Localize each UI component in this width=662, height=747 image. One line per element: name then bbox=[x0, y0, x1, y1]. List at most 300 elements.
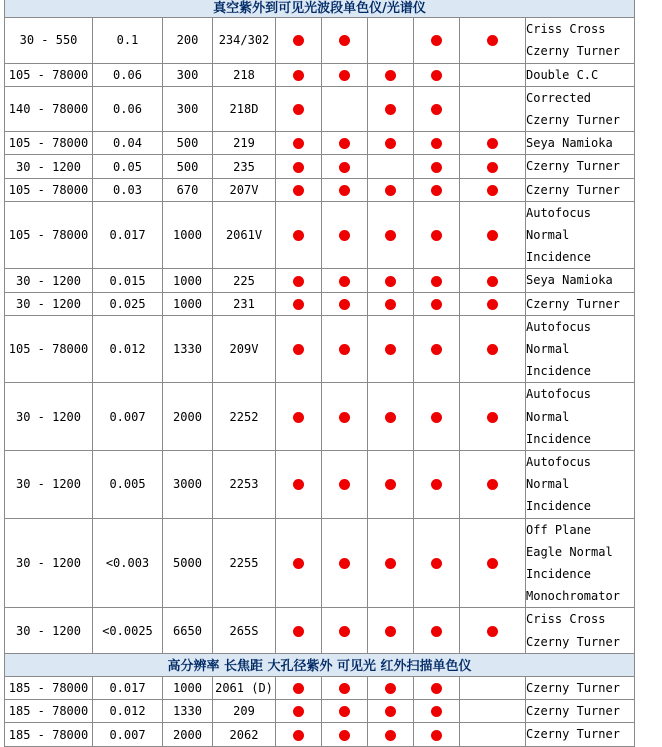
band-cell bbox=[368, 18, 414, 63]
table-row bbox=[5, 292, 635, 315]
table-row bbox=[5, 155, 635, 178]
band-cell bbox=[414, 18, 460, 63]
availability-dot-icon bbox=[339, 299, 350, 310]
focal-length-cell: 1000 bbox=[163, 201, 213, 269]
band-cell bbox=[322, 608, 368, 653]
range-cell: 140 - 78000 bbox=[5, 86, 93, 131]
availability-dot-icon bbox=[293, 730, 304, 741]
band-cell bbox=[414, 451, 460, 519]
range-cell: 185 - 78000 bbox=[5, 700, 93, 723]
table-body bbox=[5, 0, 635, 746]
table-row bbox=[5, 451, 635, 519]
range-cell: 185 - 78000 bbox=[5, 677, 93, 700]
band-cell bbox=[276, 292, 322, 315]
range-cell: 30 - 1200 bbox=[5, 292, 93, 315]
focal-length-cell: 2000 bbox=[163, 723, 213, 746]
model-cell: 265S bbox=[213, 608, 276, 653]
type-line: Czerny Turner bbox=[526, 182, 620, 197]
table-row bbox=[5, 132, 635, 155]
availability-dot-icon bbox=[431, 299, 442, 310]
model-cell: 209V bbox=[213, 315, 276, 383]
band-cell bbox=[460, 155, 526, 178]
band-cell bbox=[460, 451, 526, 519]
availability-dot-icon bbox=[385, 558, 396, 569]
resolution-cell: 0.017 bbox=[93, 201, 163, 269]
band-cell bbox=[368, 86, 414, 131]
availability-dot-icon bbox=[385, 626, 396, 637]
band-cell bbox=[322, 269, 368, 292]
availability-dot-icon bbox=[339, 344, 350, 355]
band-cell bbox=[414, 132, 460, 155]
type-cell bbox=[526, 723, 635, 746]
focal-length-cell: 500 bbox=[163, 155, 213, 178]
band-cell bbox=[322, 700, 368, 723]
band-cell bbox=[276, 86, 322, 131]
focal-length-cell: 1000 bbox=[163, 292, 213, 315]
band-cell bbox=[368, 292, 414, 315]
band-cell bbox=[276, 132, 322, 155]
availability-dot-icon bbox=[431, 479, 442, 490]
availability-dot-icon bbox=[293, 683, 304, 694]
model-cell: 218 bbox=[213, 63, 276, 86]
band-cell bbox=[322, 518, 368, 608]
availability-dot-icon bbox=[385, 706, 396, 717]
range-cell: 30 - 1200 bbox=[5, 155, 93, 178]
type-line: Corrected bbox=[526, 90, 592, 105]
band-cell bbox=[322, 315, 368, 383]
availability-dot-icon bbox=[339, 185, 350, 196]
resolution-cell: 0.06 bbox=[93, 86, 163, 131]
availability-dot-icon bbox=[487, 276, 498, 287]
band-cell bbox=[276, 518, 322, 608]
availability-dot-icon bbox=[431, 138, 442, 149]
band-cell bbox=[414, 383, 460, 451]
availability-dot-icon bbox=[293, 412, 304, 423]
availability-dot-icon bbox=[385, 70, 396, 81]
model-cell: 2062 bbox=[213, 723, 276, 746]
band-cell bbox=[460, 201, 526, 269]
model-cell: 231 bbox=[213, 292, 276, 315]
availability-dot-icon bbox=[293, 230, 304, 241]
focal-length-cell: 670 bbox=[163, 178, 213, 201]
band-cell bbox=[460, 132, 526, 155]
type-line: Off Plane bbox=[526, 522, 592, 537]
focal-length-cell: 1330 bbox=[163, 315, 213, 383]
table-row bbox=[5, 700, 635, 723]
model-cell: 2255 bbox=[213, 518, 276, 608]
band-cell bbox=[322, 18, 368, 63]
range-cell: 30 - 550 bbox=[5, 18, 93, 63]
band-cell bbox=[414, 723, 460, 746]
availability-dot-icon bbox=[293, 479, 304, 490]
table-row bbox=[5, 518, 635, 608]
band-cell bbox=[276, 63, 322, 86]
availability-dot-icon bbox=[431, 230, 442, 241]
availability-dot-icon bbox=[431, 683, 442, 694]
table-row bbox=[5, 315, 635, 383]
type-line: Normal bbox=[526, 409, 570, 424]
band-cell bbox=[460, 63, 526, 86]
availability-dot-icon bbox=[339, 276, 350, 287]
availability-dot-icon bbox=[339, 479, 350, 490]
range-cell: 30 - 1200 bbox=[5, 608, 93, 653]
type-line: Seya Namioka bbox=[526, 273, 613, 288]
availability-dot-icon bbox=[293, 185, 304, 196]
availability-dot-icon bbox=[293, 70, 304, 81]
band-cell bbox=[276, 18, 322, 63]
focal-length-cell: 6650 bbox=[163, 608, 213, 653]
type-cell bbox=[526, 608, 635, 653]
band-cell bbox=[368, 677, 414, 700]
availability-dot-icon bbox=[339, 138, 350, 149]
band-cell bbox=[276, 700, 322, 723]
availability-dot-icon bbox=[487, 344, 498, 355]
range-cell: 105 - 78000 bbox=[5, 132, 93, 155]
resolution-cell: 0.1 bbox=[93, 18, 163, 63]
resolution-cell: <0.0025 bbox=[93, 608, 163, 653]
type-cell bbox=[526, 292, 635, 315]
availability-dot-icon bbox=[339, 412, 350, 423]
band-cell bbox=[276, 451, 322, 519]
band-cell bbox=[322, 178, 368, 201]
type-cell bbox=[526, 178, 635, 201]
band-cell bbox=[368, 451, 414, 519]
availability-dot-icon bbox=[431, 35, 442, 46]
resolution-cell: 0.015 bbox=[93, 269, 163, 292]
section1-title: 真空紫外到可见光波段单色仪/光谱仪 bbox=[5, 0, 635, 18]
availability-dot-icon bbox=[385, 412, 396, 423]
band-cell bbox=[460, 178, 526, 201]
resolution-cell: 0.012 bbox=[93, 700, 163, 723]
resolution-cell: 0.06 bbox=[93, 63, 163, 86]
band-cell bbox=[460, 677, 526, 700]
band-cell bbox=[368, 178, 414, 201]
model-cell: 219 bbox=[213, 132, 276, 155]
resolution-cell: 0.007 bbox=[93, 723, 163, 746]
availability-dot-icon bbox=[293, 706, 304, 717]
band-cell bbox=[276, 383, 322, 451]
band-cell bbox=[322, 201, 368, 269]
model-cell: 2061 (D) bbox=[213, 677, 276, 700]
band-cell bbox=[414, 518, 460, 608]
resolution-cell: 0.007 bbox=[93, 383, 163, 451]
model-cell: 235 bbox=[213, 155, 276, 178]
band-cell bbox=[414, 315, 460, 383]
band-cell bbox=[276, 677, 322, 700]
availability-dot-icon bbox=[385, 479, 396, 490]
availability-dot-icon bbox=[431, 276, 442, 287]
availability-dot-icon bbox=[487, 162, 498, 173]
table-row bbox=[5, 608, 635, 653]
band-cell bbox=[276, 155, 322, 178]
availability-dot-icon bbox=[339, 70, 350, 81]
model-cell: 2061V bbox=[213, 201, 276, 269]
availability-dot-icon bbox=[431, 412, 442, 423]
resolution-cell: 0.012 bbox=[93, 315, 163, 383]
resolution-cell: 0.04 bbox=[93, 132, 163, 155]
availability-dot-icon bbox=[487, 299, 498, 310]
band-cell bbox=[322, 383, 368, 451]
band-cell bbox=[322, 451, 368, 519]
range-cell: 30 - 1200 bbox=[5, 383, 93, 451]
band-cell bbox=[322, 155, 368, 178]
range-cell: 30 - 1200 bbox=[5, 269, 93, 292]
section2-header-row bbox=[5, 653, 635, 676]
type-cell bbox=[526, 132, 635, 155]
type-cell bbox=[526, 677, 635, 700]
band-cell bbox=[276, 201, 322, 269]
type-line: Normal bbox=[526, 342, 570, 357]
band-cell bbox=[276, 269, 322, 292]
model-cell: 225 bbox=[213, 269, 276, 292]
band-cell bbox=[276, 178, 322, 201]
type-cell bbox=[526, 269, 635, 292]
band-cell bbox=[276, 608, 322, 653]
band-cell bbox=[368, 608, 414, 653]
resolution-cell: <0.003 bbox=[93, 518, 163, 608]
availability-dot-icon bbox=[385, 185, 396, 196]
availability-dot-icon bbox=[293, 162, 304, 173]
availability-dot-icon bbox=[431, 344, 442, 355]
band-cell bbox=[368, 518, 414, 608]
type-cell bbox=[526, 700, 635, 723]
band-cell bbox=[322, 677, 368, 700]
band-cell bbox=[460, 723, 526, 746]
focal-length-cell: 1000 bbox=[163, 269, 213, 292]
availability-dot-icon bbox=[431, 730, 442, 741]
band-cell bbox=[322, 86, 368, 131]
type-line: Autofocus bbox=[526, 387, 592, 402]
type-line: Incidence bbox=[526, 431, 592, 446]
type-line: Incidence bbox=[526, 499, 592, 514]
band-cell bbox=[414, 155, 460, 178]
type-line: Czerny Turner bbox=[526, 113, 620, 127]
type-line: Czerny Turner bbox=[526, 681, 620, 696]
band-cell bbox=[368, 63, 414, 86]
availability-dot-icon bbox=[487, 138, 498, 149]
focal-length-cell: 3000 bbox=[163, 451, 213, 519]
availability-dot-icon bbox=[487, 185, 498, 196]
resolution-cell: 0.05 bbox=[93, 155, 163, 178]
availability-dot-icon bbox=[487, 412, 498, 423]
range-cell: 185 - 78000 bbox=[5, 723, 93, 746]
type-line: Normal bbox=[526, 477, 570, 492]
band-cell bbox=[460, 18, 526, 63]
band-cell bbox=[414, 269, 460, 292]
band-cell bbox=[276, 315, 322, 383]
model-cell: 209 bbox=[213, 700, 276, 723]
band-cell bbox=[322, 132, 368, 155]
availability-dot-icon bbox=[339, 162, 350, 173]
availability-dot-icon bbox=[293, 299, 304, 310]
availability-dot-icon bbox=[339, 230, 350, 241]
type-cell bbox=[526, 315, 635, 383]
range-cell: 30 - 1200 bbox=[5, 518, 93, 608]
type-cell bbox=[526, 383, 635, 451]
range-cell: 105 - 78000 bbox=[5, 63, 93, 86]
band-cell bbox=[322, 63, 368, 86]
band-cell bbox=[368, 155, 414, 178]
focal-length-cell: 300 bbox=[163, 86, 213, 131]
resolution-cell: 0.025 bbox=[93, 292, 163, 315]
table-row bbox=[5, 178, 635, 201]
focal-length-cell: 2000 bbox=[163, 383, 213, 451]
resolution-cell: 0.03 bbox=[93, 178, 163, 201]
band-cell bbox=[460, 608, 526, 653]
availability-dot-icon bbox=[385, 730, 396, 741]
type-line: Seya Namioka bbox=[526, 136, 613, 151]
availability-dot-icon bbox=[431, 558, 442, 569]
type-line: Czerny Turner bbox=[526, 704, 620, 719]
type-line: Czerny Turner bbox=[526, 159, 620, 174]
band-cell bbox=[368, 132, 414, 155]
band-cell bbox=[368, 201, 414, 269]
type-line: Criss Cross bbox=[526, 22, 606, 37]
table-row bbox=[5, 86, 635, 131]
model-cell: 2252 bbox=[213, 383, 276, 451]
type-cell bbox=[526, 86, 635, 131]
band-cell bbox=[368, 723, 414, 746]
band-cell bbox=[414, 201, 460, 269]
availability-dot-icon bbox=[339, 730, 350, 741]
band-cell bbox=[368, 315, 414, 383]
focal-length-cell: 5000 bbox=[163, 518, 213, 608]
availability-dot-icon bbox=[293, 626, 304, 637]
table-row bbox=[5, 269, 635, 292]
range-cell: 105 - 78000 bbox=[5, 315, 93, 383]
type-line: Autofocus bbox=[526, 455, 592, 470]
availability-dot-icon bbox=[385, 138, 396, 149]
focal-length-cell: 1000 bbox=[163, 677, 213, 700]
availability-dot-icon bbox=[487, 479, 498, 490]
focal-length-cell: 300 bbox=[163, 63, 213, 86]
type-line: Normal bbox=[526, 228, 570, 243]
availability-dot-icon bbox=[431, 104, 442, 115]
resolution-cell: 0.005 bbox=[93, 451, 163, 519]
type-line: Double C.C bbox=[526, 67, 599, 82]
band-cell bbox=[414, 608, 460, 653]
availability-dot-icon bbox=[293, 344, 304, 355]
availability-dot-icon bbox=[339, 706, 350, 717]
availability-dot-icon bbox=[431, 626, 442, 637]
band-cell bbox=[460, 315, 526, 383]
resolution-cell: 0.017 bbox=[93, 677, 163, 700]
model-cell: 2253 bbox=[213, 451, 276, 519]
focal-length-cell: 200 bbox=[163, 18, 213, 63]
model-cell: 234/302 bbox=[213, 18, 276, 63]
type-cell bbox=[526, 451, 635, 519]
band-cell bbox=[322, 292, 368, 315]
band-cell bbox=[414, 700, 460, 723]
availability-dot-icon bbox=[385, 276, 396, 287]
type-line: Autofocus bbox=[526, 319, 592, 334]
band-cell bbox=[460, 269, 526, 292]
table-row bbox=[5, 201, 635, 269]
type-cell bbox=[526, 518, 635, 608]
availability-dot-icon bbox=[293, 35, 304, 46]
band-cell bbox=[414, 677, 460, 700]
band-cell bbox=[460, 383, 526, 451]
spectrometer-table bbox=[4, 0, 635, 747]
availability-dot-icon bbox=[431, 70, 442, 81]
table-row bbox=[5, 383, 635, 451]
type-line: Monochromator bbox=[526, 589, 620, 604]
availability-dot-icon bbox=[487, 35, 498, 46]
table-row bbox=[5, 63, 635, 86]
availability-dot-icon bbox=[487, 626, 498, 637]
availability-dot-icon bbox=[431, 706, 442, 717]
band-cell bbox=[322, 723, 368, 746]
range-cell: 105 - 78000 bbox=[5, 201, 93, 269]
type-cell bbox=[526, 63, 635, 86]
availability-dot-icon bbox=[385, 683, 396, 694]
range-cell: 105 - 78000 bbox=[5, 178, 93, 201]
availability-dot-icon bbox=[339, 683, 350, 694]
type-line: Incidence bbox=[526, 250, 592, 265]
type-cell bbox=[526, 155, 635, 178]
section2-title: 高分辨率 长焦距 大孔径紫外 可见光 红外扫描单色仪 bbox=[5, 653, 635, 676]
band-cell bbox=[460, 518, 526, 608]
type-cell bbox=[526, 18, 635, 63]
range-cell: 30 - 1200 bbox=[5, 451, 93, 519]
band-cell bbox=[414, 292, 460, 315]
band-cell bbox=[460, 292, 526, 315]
band-cell bbox=[460, 86, 526, 131]
band-cell bbox=[460, 700, 526, 723]
type-line: Eagle Normal bbox=[526, 544, 613, 559]
availability-dot-icon bbox=[293, 138, 304, 149]
band-cell bbox=[414, 178, 460, 201]
type-line: Incidence bbox=[526, 567, 592, 582]
availability-dot-icon bbox=[385, 344, 396, 355]
type-line: Incidence bbox=[526, 364, 592, 379]
type-line: Czerny Turner bbox=[526, 634, 620, 649]
availability-dot-icon bbox=[293, 558, 304, 569]
type-line: Czerny Turner bbox=[526, 296, 620, 311]
band-cell bbox=[414, 86, 460, 131]
model-cell: 218D bbox=[213, 86, 276, 131]
band-cell bbox=[276, 723, 322, 746]
availability-dot-icon bbox=[385, 104, 396, 115]
availability-dot-icon bbox=[487, 558, 498, 569]
type-cell bbox=[526, 201, 635, 269]
availability-dot-icon bbox=[339, 558, 350, 569]
band-cell bbox=[368, 383, 414, 451]
availability-dot-icon bbox=[385, 230, 396, 241]
type-line: Criss Cross bbox=[526, 612, 606, 627]
availability-dot-icon bbox=[339, 626, 350, 637]
availability-dot-icon bbox=[487, 230, 498, 241]
section1-header-row bbox=[5, 0, 635, 18]
availability-dot-icon bbox=[293, 104, 304, 115]
availability-dot-icon bbox=[339, 35, 350, 46]
table-row bbox=[5, 677, 635, 700]
availability-dot-icon bbox=[431, 162, 442, 173]
table-row bbox=[5, 723, 635, 746]
type-line: Autofocus bbox=[526, 205, 592, 220]
band-cell bbox=[368, 269, 414, 292]
type-line: Czerny Turner bbox=[526, 727, 620, 742]
availability-dot-icon bbox=[431, 185, 442, 196]
band-cell bbox=[414, 63, 460, 86]
type-line: Czerny Turner bbox=[526, 44, 620, 59]
availability-dot-icon bbox=[293, 276, 304, 287]
focal-length-cell: 1330 bbox=[163, 700, 213, 723]
focal-length-cell: 500 bbox=[163, 132, 213, 155]
table-row bbox=[5, 18, 635, 63]
model-cell: 207V bbox=[213, 178, 276, 201]
availability-dot-icon bbox=[385, 299, 396, 310]
